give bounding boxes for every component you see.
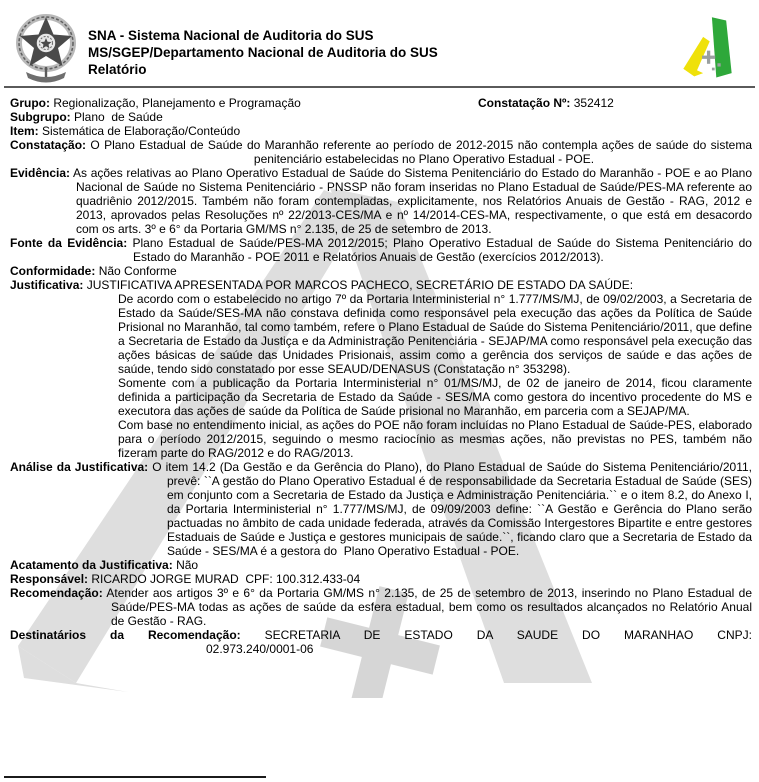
constatacao-value: O Plano Estadual de Saúde do Maranhão referente ao período de 2012-2015 não contempla ações de saúde do sistema penitenciário estabelecidas no Plano Operativo Estadual - POE. [90, 138, 756, 166]
grupo-label: Grupo: [10, 96, 50, 110]
destinatarios-label: Destinatários da Recomendação: [10, 628, 241, 642]
denasus-logo-icon [680, 15, 746, 83]
field-destinatarios [10, 628, 752, 642]
field-acatamento [10, 558, 752, 572]
field-analise-justificativa [10, 460, 756, 558]
recomendacao-value: Atender aos artigos 3º e 6° da Portaria GM/MS n° 2.135, de 25 de setembro de 2013, inserindo no Plano Estadual de Saúde/PES-MA todas as ações de saúde da esfera estadual, bem como os resultados alcançados no Relatório Anual de Gestão - RAG. [106, 586, 756, 628]
evidencia-label: Evidência: [10, 166, 71, 180]
footer-table-edge [4, 776, 266, 778]
field-constatacao-numero [478, 96, 614, 110]
brazil-coat-of-arms-icon [14, 12, 78, 86]
field-grupo [10, 96, 752, 110]
analise-label: Análise da Justificativa: [10, 460, 149, 474]
justificativa-paragraph-2: Somente com a publicação da Portaria Interministerial n° 01/MS/MJ, de 02 de janeiro de 2014, ficou claramente definida a participação da Secretaria de Estado da Saúde - SES/MA como gestora do incentivo procedente do MS e executora das ações de saúde da Política de Saúde prisional no Maranhão, em parceria com a SEJAP/MA. [118, 376, 752, 418]
report-header [0, 0, 759, 88]
title-line-2: MS/SGEP/Departamento Nacional de Auditoria do SUS [88, 45, 438, 60]
destinatarios-value-line1: SECRETARIA DE ESTADO DA SAUDE DO MARANHAO CNPJ: [264, 628, 752, 642]
grupo-value: Regionalização, Planejamento e Programação [53, 96, 301, 110]
field-evidencia [10, 166, 756, 236]
report-title-block [88, 27, 438, 78]
fonte-evidencia-value: Plano Estadual de Saúde/PES-MA 2012/2015; Plano Operativo Estadual de Saúde do Sistema Penitenciário do Estado do Maranhão - POE 2011 e Relatórios Anuais de Gestão (exercícios 2012/2013). [132, 236, 756, 264]
field-item [10, 124, 752, 138]
evidencia-value: As ações relativas ao Plano Operativo Estadual de Saúde do Sistema Penitenciário do Estado do Maranhão - POE e ao Plano Nacional de Saúde no Sistema Penitenciário - PNSSP não foram inseridas no Plano Estadual de Saúde/PES-MA referente ao quadriênio 2012/2015. Também não foram contempladas, explicitamente, nos Relatórios Anuais de Gestão - RAG, 2012 e 2013, aprovados pelas Resoluções nº 22/2013-CES/MA e nº 14/2014-CES-MA, respectivamente, o que está em desacordo com os arts. 3º e 6° da Portaria GM/MS n° 2.135, de 25 de setembro de 2013. [73, 166, 756, 236]
justificativa-paragraph-1: De acordo com o estabelecido no artigo 7º da Portaria Interministerial n° 1.777/MS/MJ, de 09/02/2003, a Secretaria de Estado da Saúde/SES-MA não constava definida como responsável pela execução das ações da Política de Saúde Prisional no Maranhão, tal como também, refere o Plano Estadual de Saúde do Sistema Penitenciário/2011, que define a Secretaria de Estado da Justiça e da Administração Penitenciária - SEJAP/MA como responsável pela execução das ações básicas de saúde das Unidades Prisionais, assim como a gerência dos serviços de saúde e das ações de saúde, tendo sido constatado por esse SEAUD/DENASUS (Constatação n° 353298). [118, 292, 752, 376]
logo-green-stroke [712, 17, 732, 77]
acatamento-value: Não [176, 558, 199, 572]
item-value: Sistemática de Elaboração/Conteúdo [42, 124, 241, 138]
field-constatacao [10, 138, 756, 166]
subgrupo-label: Subgrupo: [10, 110, 71, 124]
constatacao-label: Constatação: [10, 138, 87, 152]
responsavel-value: RICARDO JORGE MURAD CPF: 100.312.433-04 [91, 572, 361, 586]
fonte-evidencia-label: Fonte da Evidência: [10, 236, 128, 250]
justificativa-label: Justificativa: [10, 278, 84, 292]
header-divider [4, 86, 755, 88]
responsavel-label: Responsável: [10, 572, 89, 586]
field-recomendacao [10, 586, 756, 628]
acatamento-label: Acatamento da Justificativa: [10, 558, 173, 572]
field-fonte-evidencia [10, 236, 756, 264]
report-body [0, 88, 759, 656]
constatacao-numero-value: 352412 [573, 96, 614, 110]
title-line-3: Relatório [88, 62, 147, 77]
justificativa-paragraph-3: Com base no entendimento inicial, as ações do POE não foram incluídas no Plano Estadual de Saúde-PES, elaborado para o período 2012/2015, seguindo o mesmo raciocínio as mesmas ações, não previstas no PES, também não fizeram parte do RAG/2012 e do RAG/2013. [118, 418, 752, 460]
constatacao-numero-label: Constatação Nº: [478, 96, 571, 110]
field-conformidade [10, 264, 752, 278]
conformidade-label: Conformidade: [10, 264, 96, 278]
title-line-1: SNA - Sistema Nacional de Auditoria do SUS [88, 28, 374, 43]
conformidade-value: Não Conforme [98, 264, 177, 278]
destinatarios-value-line2: 02.973.240/0001-06 [206, 642, 314, 656]
field-responsavel [10, 572, 752, 586]
field-justificativa [10, 278, 752, 292]
justificativa-intro: JUSTIFICATIVA APRESENTADA POR MARCOS PACHECO, SECRETÁRIO DE ESTADO DA SAÚDE: [86, 278, 634, 292]
item-label: Item: [10, 124, 39, 138]
subgrupo-value: Plano de Saúde [74, 110, 163, 124]
recomendacao-label: Recomendação: [10, 586, 103, 600]
field-subgrupo [10, 110, 752, 124]
analise-value: O item 14.2 (Da Gestão e da Gerência do Plano), do Plano Estadual de Saúde do Sistema Penitenciário/2011, prevê: ``A gestão do Plano Operativo Estadual é de responsabilidade da Secretaria Estadual de Saúde (SES) em conjunto com a Secretaria de Estado da Justiça e Administração Penitenciária.`` e o item 8.2, do Anexo I, da Portaria Interministerial n° 1.777/MS/MJ, de 09/09/2003 define: ``A Gestão e Gerência do Plano serão pactuadas no âmbito de cada unidade federada, através da Comissão Intergestores Bipartite e entre gestores Estaduais de Saúde e Justiça e gestores municipais de saúde.``, ficando claro que a Secretaria de Estado da Saúde - SES/MA é a gestora do Plano Operativo Estadual - POE. [152, 460, 756, 558]
